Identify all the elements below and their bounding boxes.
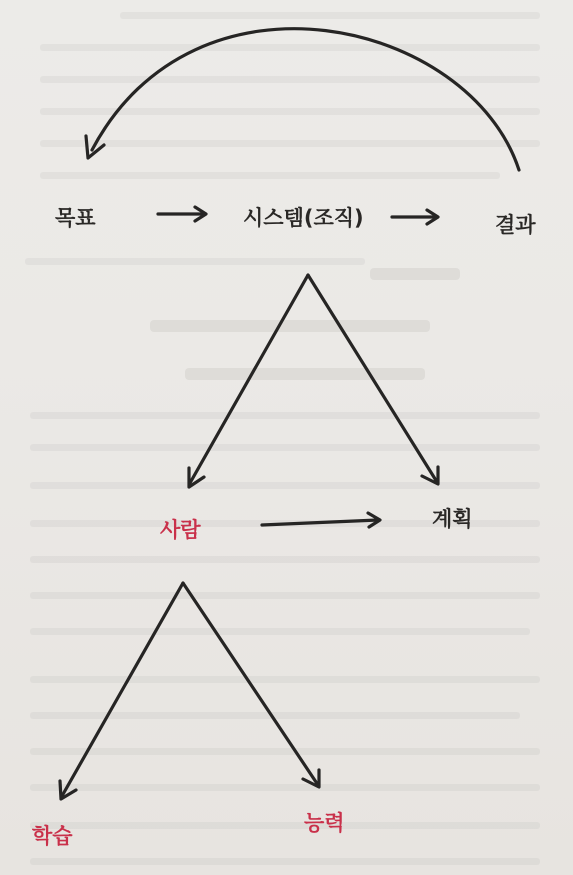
arrow-people-to-plan [262,520,378,525]
arrow-system-to-people [190,275,308,483]
arrow-system-to-plan [308,275,437,482]
node-ability: 능력 [304,811,345,835]
node-system: 시스템(조직) [243,206,364,230]
node-people: 사람 [160,518,201,542]
arrow-people-to-ability [183,583,318,785]
node-result: 결과 [495,213,536,237]
node-learning: 학습 [32,824,73,848]
feedback-arc-arrow [92,29,519,170]
node-plan: 계획 [432,507,473,531]
node-goal: 목표 [55,206,96,230]
arrow-people-to-learning [62,583,183,796]
